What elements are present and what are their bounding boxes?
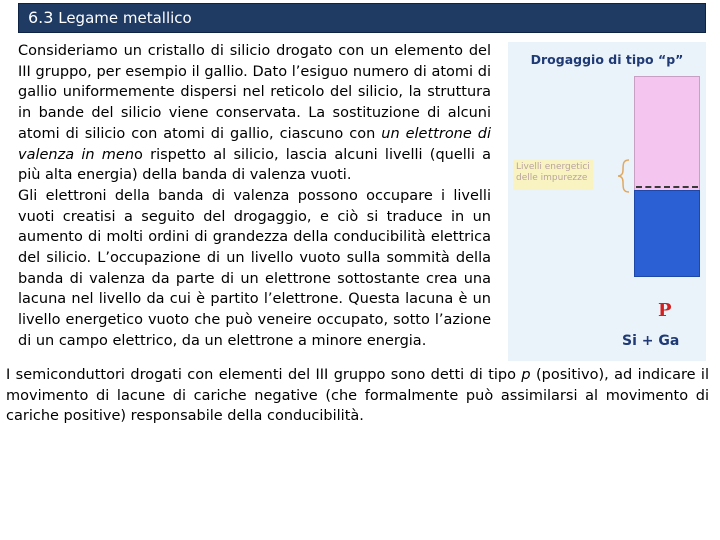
emphasis-text: p — [521, 367, 531, 383]
compound-label: Si + Ga — [622, 333, 680, 349]
emphasis-text: un elettrone di valenza in men — [18, 125, 491, 163]
conduction-band — [634, 76, 700, 201]
paragraph-text: (positivo), ad indicare il movimento di lacune di cariche negative (che formalmente può assimilarsi al movimento di cariche positive) responsabile della conducibilità. — [6, 367, 709, 425]
paragraph-hole-conduction: Gli elettroni della banda di valenza possono occupare i livelli vuoti creatisi a seguito del drogaggio, e ciò si traduce in un aumento di molti ordini di grandezza della conducibilità elettrica del silicio. L’occupazione di un livello vuoto sulla sommità della banda di valenza da parte di un elettrone sottostante crea una lacuna nel livello da cui è partito l’elettrone. Questa lacuna è un livello energetico vuoto che può veneire occupato, sotto l’azione di un campo elettrico, da un elettrone a minore energia. — [18, 187, 491, 349]
left-text-block — [18, 41, 491, 352]
paragraph-doping-intro — [18, 41, 491, 186]
impurity-levels-label: Livelli energetici delle impurezze — [513, 160, 593, 190]
curly-brace-icon — [615, 158, 633, 194]
bottom-paragraph — [6, 365, 709, 427]
figure-title: Drogaggio di tipo “p” — [530, 52, 684, 67]
valence-band — [634, 190, 700, 277]
paragraph-text: I semiconduttori drogati con elementi del III gruppo sono detti di tipo — [6, 367, 522, 383]
paragraph-text: o rispetto al silicio, lascia alcuni livelli (quelli a più alta energia) della banda di valenza vuoti. — [18, 146, 491, 184]
section-header — [18, 3, 706, 33]
section-title-text: Legame metallico — [58, 9, 192, 27]
section-title — [28, 8, 192, 28]
paragraph-text: Consideriamo un cristallo di silicio drogato con un elemento del III gruppo, per esempio il gallio. Dato l’esiguo numero di atomi di gallio uniformemente dispersi nel reticolo del silicio, la struttura in bande del silicio viene conservata. La sostituzione di alcuni atomi di silicio con atomi di gallio, ciascuno con — [18, 43, 491, 142]
impurity-level-dashed-line — [636, 186, 698, 188]
doping-type-letter: P — [658, 300, 672, 321]
section-number: 6.3 — [28, 8, 54, 27]
band-diagram-figure — [508, 42, 706, 361]
